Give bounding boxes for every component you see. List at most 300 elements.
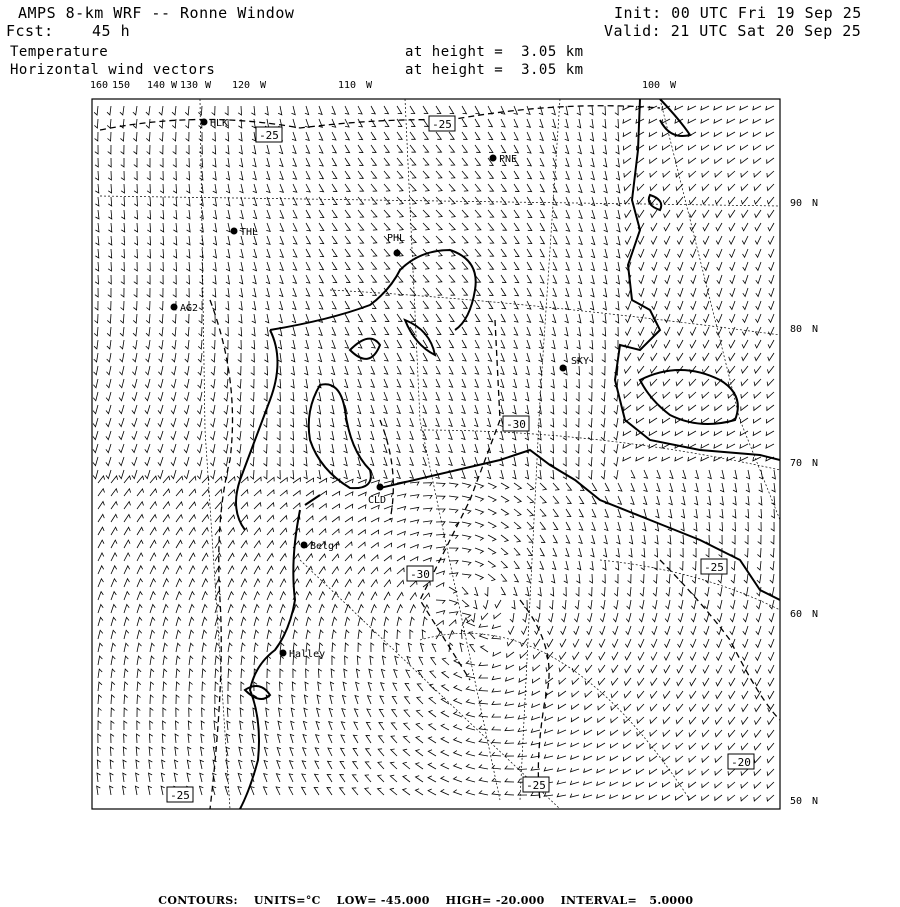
wind-vector <box>668 535 671 544</box>
wind-vector <box>702 366 709 373</box>
wind-vector <box>694 522 698 531</box>
wind-vector <box>189 528 195 536</box>
wind-vector <box>201 721 204 730</box>
wind-vector <box>527 132 531 140</box>
wind-vector <box>371 518 379 522</box>
wind-vector <box>163 476 170 483</box>
wind-vector <box>728 366 735 373</box>
wind-vector <box>561 626 566 634</box>
wind-vector <box>332 158 337 166</box>
wind-vector <box>397 145 403 152</box>
wind-vector <box>587 613 592 622</box>
wind-vector <box>106 379 111 388</box>
wind-vector <box>428 750 436 756</box>
wind-vector <box>488 314 493 322</box>
wind-vector <box>306 566 312 574</box>
wind-vector <box>225 327 228 336</box>
wind-vector <box>558 717 566 721</box>
wind-vector <box>449 631 454 639</box>
wind-vector <box>627 600 631 609</box>
wind-vector <box>727 431 735 436</box>
wind-vector <box>410 184 416 191</box>
wind-vector <box>410 340 415 348</box>
wind-vector <box>501 535 508 542</box>
wind-vector <box>228 630 233 639</box>
wind-vector <box>332 301 336 309</box>
wind-vector <box>354 722 358 730</box>
wind-vector <box>469 632 475 639</box>
wind-vector <box>483 600 488 609</box>
wind-vector <box>228 477 235 483</box>
wind-vector <box>715 795 722 801</box>
wind-vector <box>704 600 709 609</box>
wind-vector <box>616 197 620 206</box>
wind-vector <box>159 119 163 128</box>
wind-vector <box>241 579 247 587</box>
wind-vector <box>365 775 371 782</box>
wind-vector <box>575 600 579 609</box>
wind-vector <box>743 626 748 635</box>
wind-vector <box>226 760 230 769</box>
wind-vector <box>163 566 169 574</box>
wind-vector <box>742 353 748 361</box>
wind-vector <box>237 431 241 440</box>
wind-vector <box>384 223 390 230</box>
wind-vector <box>526 340 530 349</box>
wind-vector <box>162 747 166 756</box>
wind-vector <box>197 431 202 440</box>
wind-vector <box>564 574 568 583</box>
wind-vector <box>146 119 150 128</box>
wind-vector <box>501 496 509 502</box>
wind-vector <box>771 535 774 544</box>
wind-vector <box>565 561 569 570</box>
wind-vector <box>754 184 761 191</box>
wind-vector <box>292 314 296 323</box>
wind-vector <box>237 457 241 466</box>
wind-vector <box>384 249 390 256</box>
wind-vector <box>327 774 332 782</box>
wind-vector <box>532 704 540 708</box>
wind-vector <box>540 236 544 244</box>
wind-vector <box>769 613 774 622</box>
wind-vector <box>228 502 235 509</box>
wind-vector <box>150 605 155 614</box>
wind-vector <box>559 665 566 672</box>
lat-label-70: 70 <box>790 458 803 469</box>
wind-vector <box>479 791 488 796</box>
wind-vector <box>676 392 683 398</box>
wind-vector <box>612 639 618 647</box>
wind-vector <box>384 580 391 587</box>
wind-vector <box>527 145 531 153</box>
wind-vector <box>702 418 710 423</box>
wind-vector <box>251 340 254 349</box>
wind-vector <box>340 788 346 795</box>
wind-vector <box>110 747 113 756</box>
wind-vector <box>703 210 709 218</box>
wind-vector <box>384 119 389 127</box>
wind-vector <box>603 301 607 310</box>
wind-vector <box>677 223 683 231</box>
wind-vector <box>366 722 371 730</box>
wind-vector <box>293 503 300 509</box>
wind-vector <box>94 106 98 115</box>
wind-vector <box>135 786 139 795</box>
wind-vector <box>278 340 282 349</box>
wind-vector <box>185 119 189 128</box>
wind-vector <box>638 678 645 685</box>
wind-vector <box>666 574 670 583</box>
wind-vector <box>667 548 670 557</box>
wind-vector <box>345 288 350 296</box>
wind-vector <box>704 639 710 647</box>
wind-vector <box>175 747 179 756</box>
wind-vector <box>436 210 442 217</box>
wind-vector <box>754 392 761 398</box>
wind-vector <box>225 340 228 349</box>
wind-vector <box>702 795 709 800</box>
wind-vector <box>280 669 283 678</box>
map-frame <box>92 99 780 809</box>
wind-vector <box>436 353 440 361</box>
wind-vector <box>624 704 631 710</box>
wind-vector <box>500 379 504 388</box>
wind-vector <box>577 561 581 570</box>
wind-vector <box>277 392 280 401</box>
wind-vector <box>158 392 163 401</box>
wind-vector <box>571 768 580 772</box>
wind-vector <box>768 717 775 724</box>
wind-vector <box>454 764 462 769</box>
wind-vector <box>474 457 478 466</box>
wind-vector <box>754 145 762 150</box>
wind-vector <box>505 740 514 743</box>
wind-vector <box>202 553 208 561</box>
wind-vector <box>449 379 453 387</box>
wind-vector <box>729 652 735 660</box>
wind-vector <box>189 669 193 678</box>
wind-vector <box>615 327 618 336</box>
wind-vector <box>527 197 532 205</box>
wind-vector <box>198 392 203 401</box>
wind-vector <box>124 695 128 704</box>
wind-vector <box>254 566 260 574</box>
wind-vector <box>176 682 180 691</box>
wind-vector <box>449 548 458 551</box>
wind-vector <box>423 366 427 374</box>
wind-vector <box>662 457 670 461</box>
wind-vector <box>134 210 137 219</box>
wind-vector <box>124 605 129 614</box>
wind-vector <box>638 639 644 647</box>
wind-vector <box>305 353 309 362</box>
wind-vector <box>501 314 505 322</box>
wind-vector <box>742 678 748 686</box>
wind-vector <box>215 579 221 587</box>
wind-vector <box>585 665 592 672</box>
wind-vector <box>436 171 442 178</box>
wind-vector <box>669 470 673 479</box>
wind-vector <box>279 262 283 270</box>
wind-vector <box>95 158 98 167</box>
wind-vector <box>403 762 410 769</box>
wind-vector <box>184 431 189 440</box>
wind-vector <box>250 405 254 414</box>
station-label-pne: PNE <box>499 154 518 165</box>
lon-label-140: 140 <box>147 80 166 91</box>
wind-vector <box>108 210 111 219</box>
wind-vector <box>371 197 377 204</box>
wind-vector <box>623 782 631 786</box>
wind-vector <box>215 540 221 548</box>
wind-vector <box>616 171 620 180</box>
wind-vector <box>540 561 544 569</box>
wind-vector <box>703 353 709 361</box>
wind-vector <box>652 613 657 622</box>
wind-vector <box>111 721 114 730</box>
wind-vector <box>423 288 429 295</box>
wind-vector <box>356 682 360 691</box>
wind-vector <box>572 665 579 672</box>
wind-vector <box>663 379 670 386</box>
wind-vector <box>173 262 176 271</box>
wind-vector <box>293 158 297 166</box>
wind-vector <box>663 171 670 177</box>
wind-vector <box>695 470 699 479</box>
wind-vector <box>587 626 592 635</box>
wind-vector <box>689 730 696 737</box>
wind-vector <box>436 366 440 374</box>
wind-vector <box>371 630 375 639</box>
wind-vector <box>137 605 142 614</box>
wind-vector <box>442 671 449 678</box>
wind-vector <box>390 762 397 769</box>
lon-label-110-w: W <box>366 80 373 91</box>
wind-vector <box>265 734 269 743</box>
contour-label: -25 <box>704 561 724 574</box>
wind-vector <box>652 249 658 257</box>
wind-vector <box>371 379 375 387</box>
wind-vector <box>539 574 543 583</box>
wind-vector <box>345 617 350 626</box>
field-2-name: Horizontal wind vectors <box>10 62 216 78</box>
wind-vector <box>345 301 350 309</box>
wind-vector <box>576 392 579 401</box>
wind-vector <box>479 675 488 678</box>
wind-vector <box>690 210 696 218</box>
wind-vector <box>663 704 670 711</box>
wind-vector <box>768 652 774 660</box>
wind-vector <box>319 567 325 574</box>
wind-vector <box>428 789 436 795</box>
wind-vector <box>641 574 645 583</box>
wind-vector <box>578 210 582 218</box>
wind-vector <box>391 749 397 756</box>
wind-vector <box>601 431 605 440</box>
wind-vector <box>578 535 582 543</box>
wind-vector <box>184 418 189 427</box>
wind-vector <box>267 515 274 522</box>
wind-vector <box>703 340 709 348</box>
wind-vector <box>108 158 111 167</box>
wind-vector <box>302 774 306 782</box>
init-time: Init: 00 UTC Fri 19 Sep 25 <box>614 4 862 22</box>
wind-vector <box>576 418 579 427</box>
wind-vector <box>514 262 519 270</box>
wind-vector <box>251 366 254 375</box>
wind-vector <box>210 444 215 453</box>
wind-vector <box>108 301 111 310</box>
wind-vector <box>110 786 114 795</box>
wind-vector <box>474 470 478 479</box>
wind-vector <box>514 145 518 153</box>
wind-vector <box>137 476 144 483</box>
wind-vector <box>134 158 137 167</box>
wind-vector <box>691 639 697 647</box>
wind-vector <box>305 132 309 140</box>
wind-vector <box>226 210 230 219</box>
wind-vector <box>553 275 557 283</box>
wind-vector <box>200 786 204 795</box>
wind-vector <box>538 444 542 453</box>
wind-vector <box>280 554 286 561</box>
wind-vector <box>239 262 243 271</box>
wind-vector <box>664 678 670 686</box>
wind-vector <box>98 643 103 652</box>
wind-vector <box>277 748 281 757</box>
wind-vector <box>649 431 657 436</box>
wind-vector <box>664 665 670 673</box>
station-label-halley: Halley <box>289 649 326 660</box>
wind-vector <box>731 574 735 583</box>
wind-vector <box>189 502 196 509</box>
wind-vector <box>454 672 462 678</box>
wind-vector <box>371 592 377 600</box>
wind-vector <box>158 418 163 427</box>
wind-vector <box>332 145 336 153</box>
wind-vectors <box>93 106 775 801</box>
wind-vector <box>551 353 555 362</box>
wind-vector <box>317 431 321 440</box>
wind-vector <box>590 106 594 115</box>
wind-vector <box>405 697 411 704</box>
wind-vector <box>332 554 339 561</box>
wind-vector <box>202 630 207 639</box>
wind-vector <box>501 522 508 528</box>
wind-vector <box>454 790 463 795</box>
wind-vector <box>637 171 644 177</box>
wind-vector <box>226 301 229 310</box>
wind-vector <box>331 340 335 348</box>
wind-vector <box>727 132 735 137</box>
wind-vector <box>119 444 124 453</box>
wind-vector <box>383 457 387 466</box>
wind-vector <box>500 392 504 401</box>
wind-vector <box>397 366 401 374</box>
wind-vector <box>584 743 592 747</box>
wind-vector <box>741 418 749 423</box>
wind-vector <box>577 119 581 128</box>
wind-vector <box>474 587 478 596</box>
wind-vector <box>252 119 256 128</box>
wind-vector <box>527 171 532 179</box>
wind-vector <box>319 301 323 309</box>
wind-vector <box>403 789 410 796</box>
wind-vector <box>345 504 353 509</box>
wind-vector <box>332 210 337 217</box>
wind-vector <box>691 600 696 609</box>
wind-vector <box>720 483 724 492</box>
wind-vector <box>481 646 489 652</box>
wind-vector <box>319 275 323 283</box>
wind-vector <box>527 548 532 555</box>
wind-vector <box>186 158 189 167</box>
wind-vector <box>317 418 321 427</box>
wind-vector <box>768 704 774 712</box>
wind-vector <box>741 171 748 177</box>
wind-vector <box>688 119 696 123</box>
wind-vector <box>636 769 644 774</box>
wind-vector <box>305 314 309 322</box>
wind-vector <box>396 457 400 465</box>
wind-vector <box>410 405 414 413</box>
wind-vector <box>527 483 534 490</box>
wind-vector <box>240 721 244 730</box>
wind-vector <box>466 764 475 769</box>
wind-vector <box>107 327 111 336</box>
wind-vector <box>124 682 128 691</box>
wind-vector <box>396 470 400 478</box>
wind-vector <box>371 314 376 322</box>
lon-label-130: 130 <box>180 80 199 91</box>
wind-vector <box>150 592 155 600</box>
wind-vector <box>384 568 391 574</box>
wind-vector <box>766 431 774 436</box>
wind-vector <box>304 379 308 388</box>
wind-vector <box>163 617 168 626</box>
wind-vector <box>423 184 429 191</box>
wind-vector <box>98 566 104 574</box>
wind-vector <box>720 509 724 518</box>
wind-vector <box>675 457 683 461</box>
wind-vector <box>753 106 761 110</box>
wind-vector <box>120 106 124 115</box>
wind-vector <box>186 262 190 271</box>
wind-vector <box>564 327 568 336</box>
wind-vector <box>704 626 709 635</box>
wind-vector <box>462 119 467 127</box>
wind-vector <box>603 275 607 284</box>
wind-vector <box>741 184 748 191</box>
wind-vector <box>306 171 310 179</box>
wind-vector <box>618 496 622 504</box>
wind-vector <box>743 301 748 310</box>
field-2-height: at height = 3.05 km <box>405 62 584 78</box>
wind-vector <box>280 592 286 600</box>
wind-vector <box>215 477 222 483</box>
wind-vector <box>576 587 579 596</box>
wind-vector <box>124 527 130 535</box>
wind-vector <box>540 158 544 166</box>
wind-vector <box>454 712 462 718</box>
wind-vector <box>679 600 684 609</box>
wind-vector <box>187 249 190 258</box>
wind-vector <box>176 502 183 509</box>
wind-vector <box>435 431 439 439</box>
wind-vector <box>200 773 204 782</box>
wind-vector <box>430 671 436 678</box>
